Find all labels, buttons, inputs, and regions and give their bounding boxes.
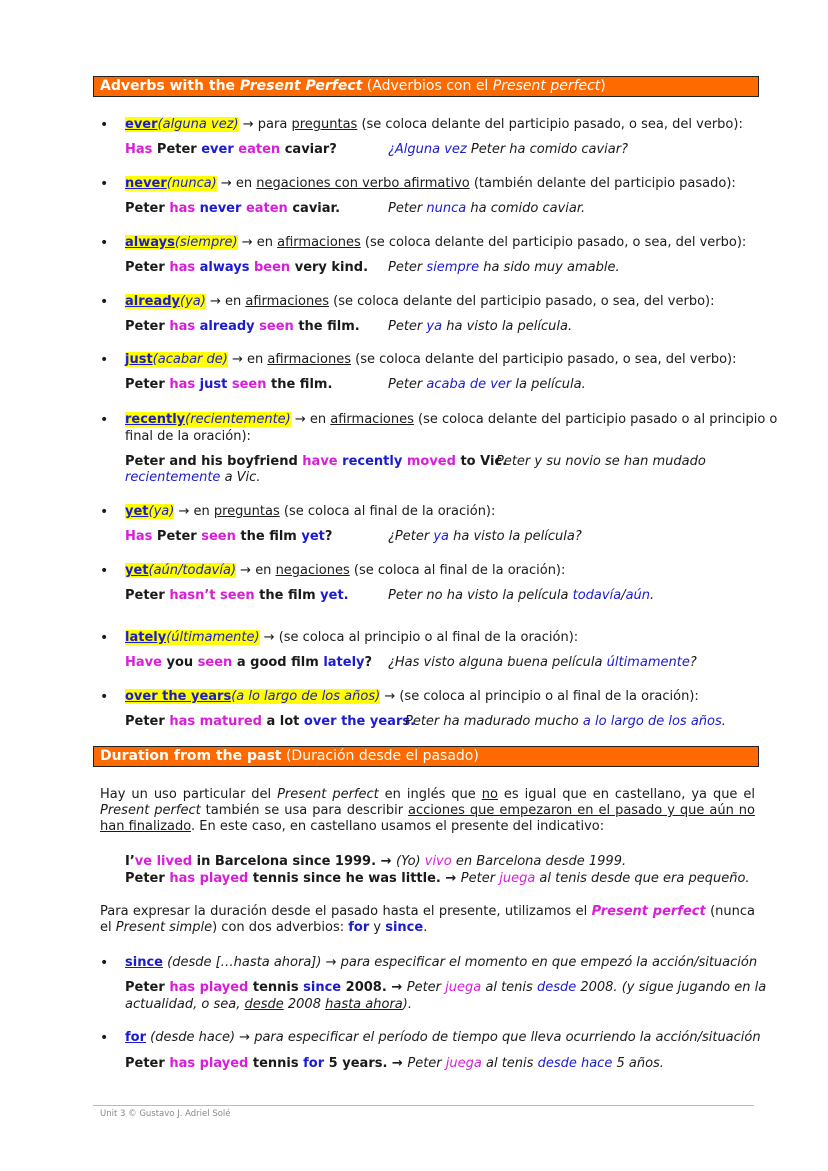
example-en-over-the-years: Peter has matured a lot over the years. [125, 714, 416, 729]
section-header-adverbs: Adverbs with the Present Perfect (Adverbios con el Present perfect) [93, 76, 759, 97]
rule-for: for (desde hace) → para especificar el período de tiempo que lleva ocurriendo la acción/situación [125, 1030, 761, 1045]
rule-yet-negations: yet(aún/todavía) → en negaciones (se coloca al final de la oración): [125, 563, 566, 578]
bullet: • [100, 117, 109, 133]
example-en-always: Peter has always been very kind. [125, 260, 369, 275]
example-es-yet-questions: ¿Peter ya ha visto la película? [388, 529, 582, 544]
rule-never: never(nunca) → en negaciones con verbo afirmativo (también delante del participio pasado): [125, 176, 736, 191]
example-played-tennis-little: Peter has played tennis since he was little. → Peter juega al tenis desde que era pequeño. [125, 871, 750, 886]
example-en-already: Peter has already seen the film. [125, 319, 360, 334]
section-header-duration: Duration from the past (Duración desde el pasado) [93, 746, 759, 767]
example-es-lately: ¿Has visto alguna buena película últimamente? [388, 655, 697, 670]
rule-lately: lately(últimamente) → (se coloca al principio o al final de la oración): [125, 630, 579, 645]
rule-since: since (desde […hasta ahora]) → para especificar el momento en que empezó la acción/situación [125, 955, 758, 970]
example-en-yet-negations: Peter hasn’t seen the film yet. [125, 588, 349, 603]
example-since-cont: actualidad, o sea, desde 2008 hasta ahora). [125, 997, 412, 1012]
bullet: • [100, 630, 109, 646]
example-es-recently-cont: recientemente a Vic. [125, 470, 261, 485]
example-en-yet-questions: Has Peter seen the film yet? [125, 529, 333, 544]
bullet: • [100, 689, 109, 705]
header-bold-italic-text: Present Perfect [239, 78, 363, 94]
bullet: • [100, 176, 109, 192]
example-en-ever: Has Peter ever eaten caviar? [125, 142, 337, 157]
example-since: Peter has played tennis since 2008. → Peter juega al tenis desde 2008. (y sigue jugando en la [125, 980, 767, 995]
rule-over-the-years: over the years(a lo largo de los años) → (se coloca al principio o al final de la oración): [125, 689, 699, 704]
bullet: • [100, 1030, 109, 1046]
example-for: Peter has played tennis for 5 years. → Peter juega al tenis desde hace 5 años. [125, 1056, 664, 1071]
footer-divider [93, 1105, 754, 1106]
rule-already: already(ya) → en afirmaciones (se coloca delante del participio pasado, o sea, del verbo): [125, 294, 715, 309]
page-footer: Unit 3 © Gustavo J. Adriel Solé [100, 1109, 231, 1119]
example-en-recently: Peter and his boyfriend have recently moved to Vic. [125, 454, 508, 469]
example-es-just: Peter acaba de ver la película. [388, 377, 586, 392]
example-en-lately: Have you seen a good film lately? [125, 655, 373, 670]
bullet: • [100, 563, 109, 579]
bullet: • [100, 294, 109, 310]
example-es-always: Peter siempre ha sido muy amable. [388, 260, 620, 275]
example-lived-barcelona: I’ve lived in Barcelona since 1999. → (Yo) vivo en Barcelona desde 1999. [125, 854, 627, 869]
header-bold-text: Adverbs with the [100, 78, 240, 94]
bullet: • [100, 955, 109, 971]
header-rest-italic: Present perfect [492, 78, 601, 94]
bullet: • [100, 352, 109, 368]
header-rest-text: (Adverbios con el [362, 78, 493, 94]
rule-yet-questions: yet(ya) → en preguntas (se coloca al final de la oración): [125, 504, 496, 519]
example-es-already: Peter ya ha visto la película. [388, 319, 573, 334]
bullet: • [100, 412, 109, 428]
rule-always: always(siempre) → en afirmaciones (se coloca delante del participio pasado, o sea, del verbo): [125, 235, 747, 250]
rule-just: just(acabar de) → en afirmaciones (se coloca delante del participio pasado, o sea, del verbo): [125, 352, 737, 367]
example-es-over-the-years: Peter ha madurado mucho a lo largo de los años. [405, 714, 726, 729]
example-es-recently: Peter y su novio se han mudado [496, 454, 706, 469]
rule-recently: recently(recientemente) → en afirmaciones (se coloca delante del participio pasado o al principio o [125, 412, 778, 427]
paragraph-intro: Hay un uso particular del Present perfect en inglés que no es igual que en castellano, ya que el Present perfect también se usa para describir acciones que empezaron en el pasado y que aún no han finalizado. En este caso, en castellano usamos el presente del indicativo: [100, 787, 755, 834]
bullet: • [100, 235, 109, 251]
example-es-never: Peter nunca ha comido caviar. [388, 201, 586, 216]
rule-recently-cont: final de la oración): [125, 429, 251, 444]
example-es-ever: ¿Alguna vez Peter ha comido caviar? [388, 142, 628, 157]
bullet: • [100, 504, 109, 520]
example-en-just: Peter has just seen the film. [125, 377, 333, 392]
example-es-yet-negations: Peter no ha visto la película todavía/aún. [388, 588, 655, 603]
paragraph-duration: Para expresar la duración desde el pasado hasta el presente, utilizamos el Present perfect (nunca el Present simple) con dos adverbios: for y since. [100, 904, 755, 935]
rule-ever: ever(alguna vez) → para preguntas (se coloca delante del participio pasado, o sea, del verbo): [125, 117, 743, 132]
example-en-never: Peter has never eaten caviar. [125, 201, 341, 216]
